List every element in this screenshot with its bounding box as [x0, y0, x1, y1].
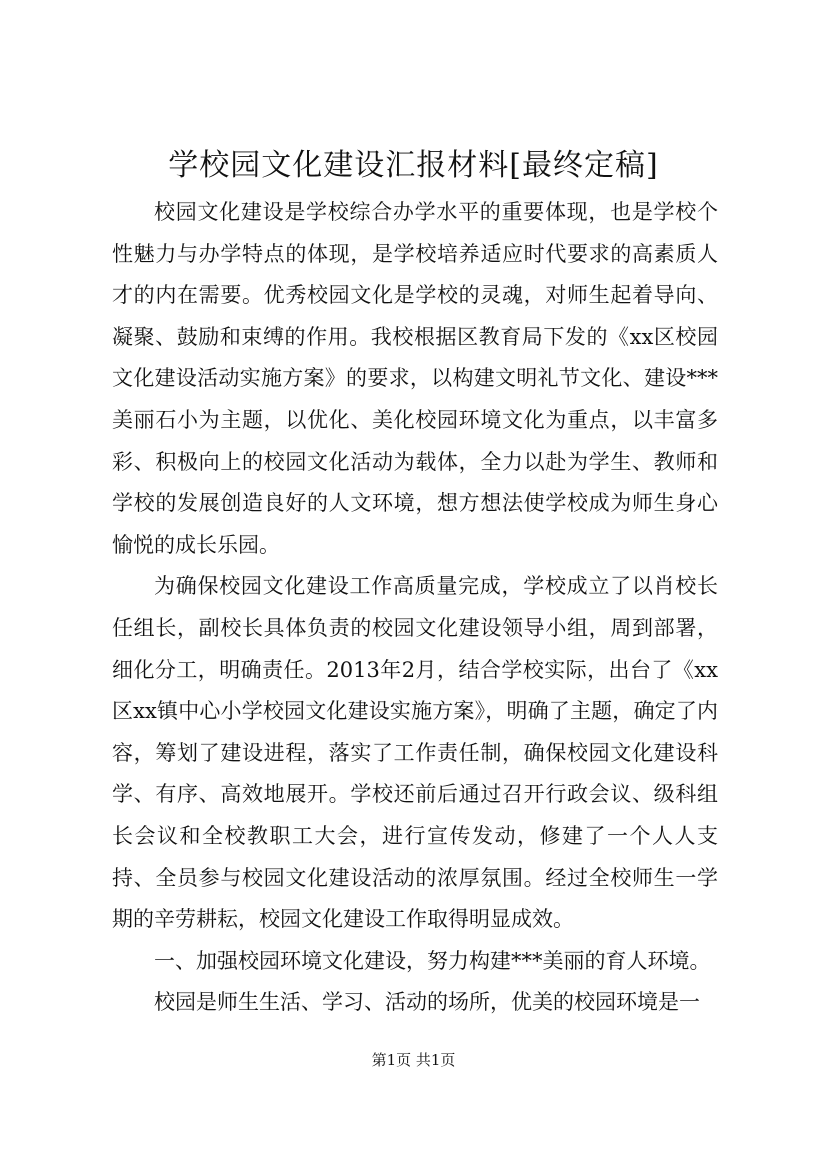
paragraph-campus: 校园是师生生活、学习、活动的场所，优美的校园环境是一 — [154, 990, 700, 1015]
paragraph-organization: 为确保校园文化建设工作高质量完成，学校成立了以肖校长任组长，副校长具体负责的校园文化建设领导小组，周到部署，细化分工，明确责任。2013年2月，结合学校实际，出台了《xx区xx镇中心小学校园文化建设实施方案》，明确了主题，确定了内容，筹划了建设进程，落实了工作责任制，确保校园文化建设科学、有序、高效地展开。学校还前后通过召开行政会议、级科组长会议和全校教职工大会，进行宣传发动，修建了一个人人支持、全员参与校园文化建设活动的浓厚氛围。经过全校师生一学期的辛劳耕耘，校园文化建设工作取得明显成效。 — [112, 574, 718, 932]
section-heading: 一、加强校园环境文化建设，努力构建***美丽的育人环境。 — [154, 948, 711, 973]
document-title: 学校园文化建设汇报材料[最终定稿] — [168, 148, 659, 183]
page-footer: 第1页 共1页 — [371, 1051, 456, 1069]
document-body — [112, 192, 718, 1024]
paragraph-intro: 校园文化建设是学校综合办学水平的重要体现，也是学校个性魅力与办学特点的体现，是学校培养适应时代要求的高素质人才的内在需要。优秀校园文化是学校的灵魂，对师生起着导向、凝聚、鼓励和束缚的作用。我校根据区教育局下发的《xx区校园文化建设活动实施方案》的要求，以构建文明礼节文化、建设***美丽石小为主题，以优化、美化校园环境文化为重点，以丰富多彩、积极向上的校园文化活动为载体，全力以赴为学生、教师和学校的发展创造良好的人文环境，想方想法使学校成为师生身心愉悦的成长乐园。 — [112, 200, 718, 557]
